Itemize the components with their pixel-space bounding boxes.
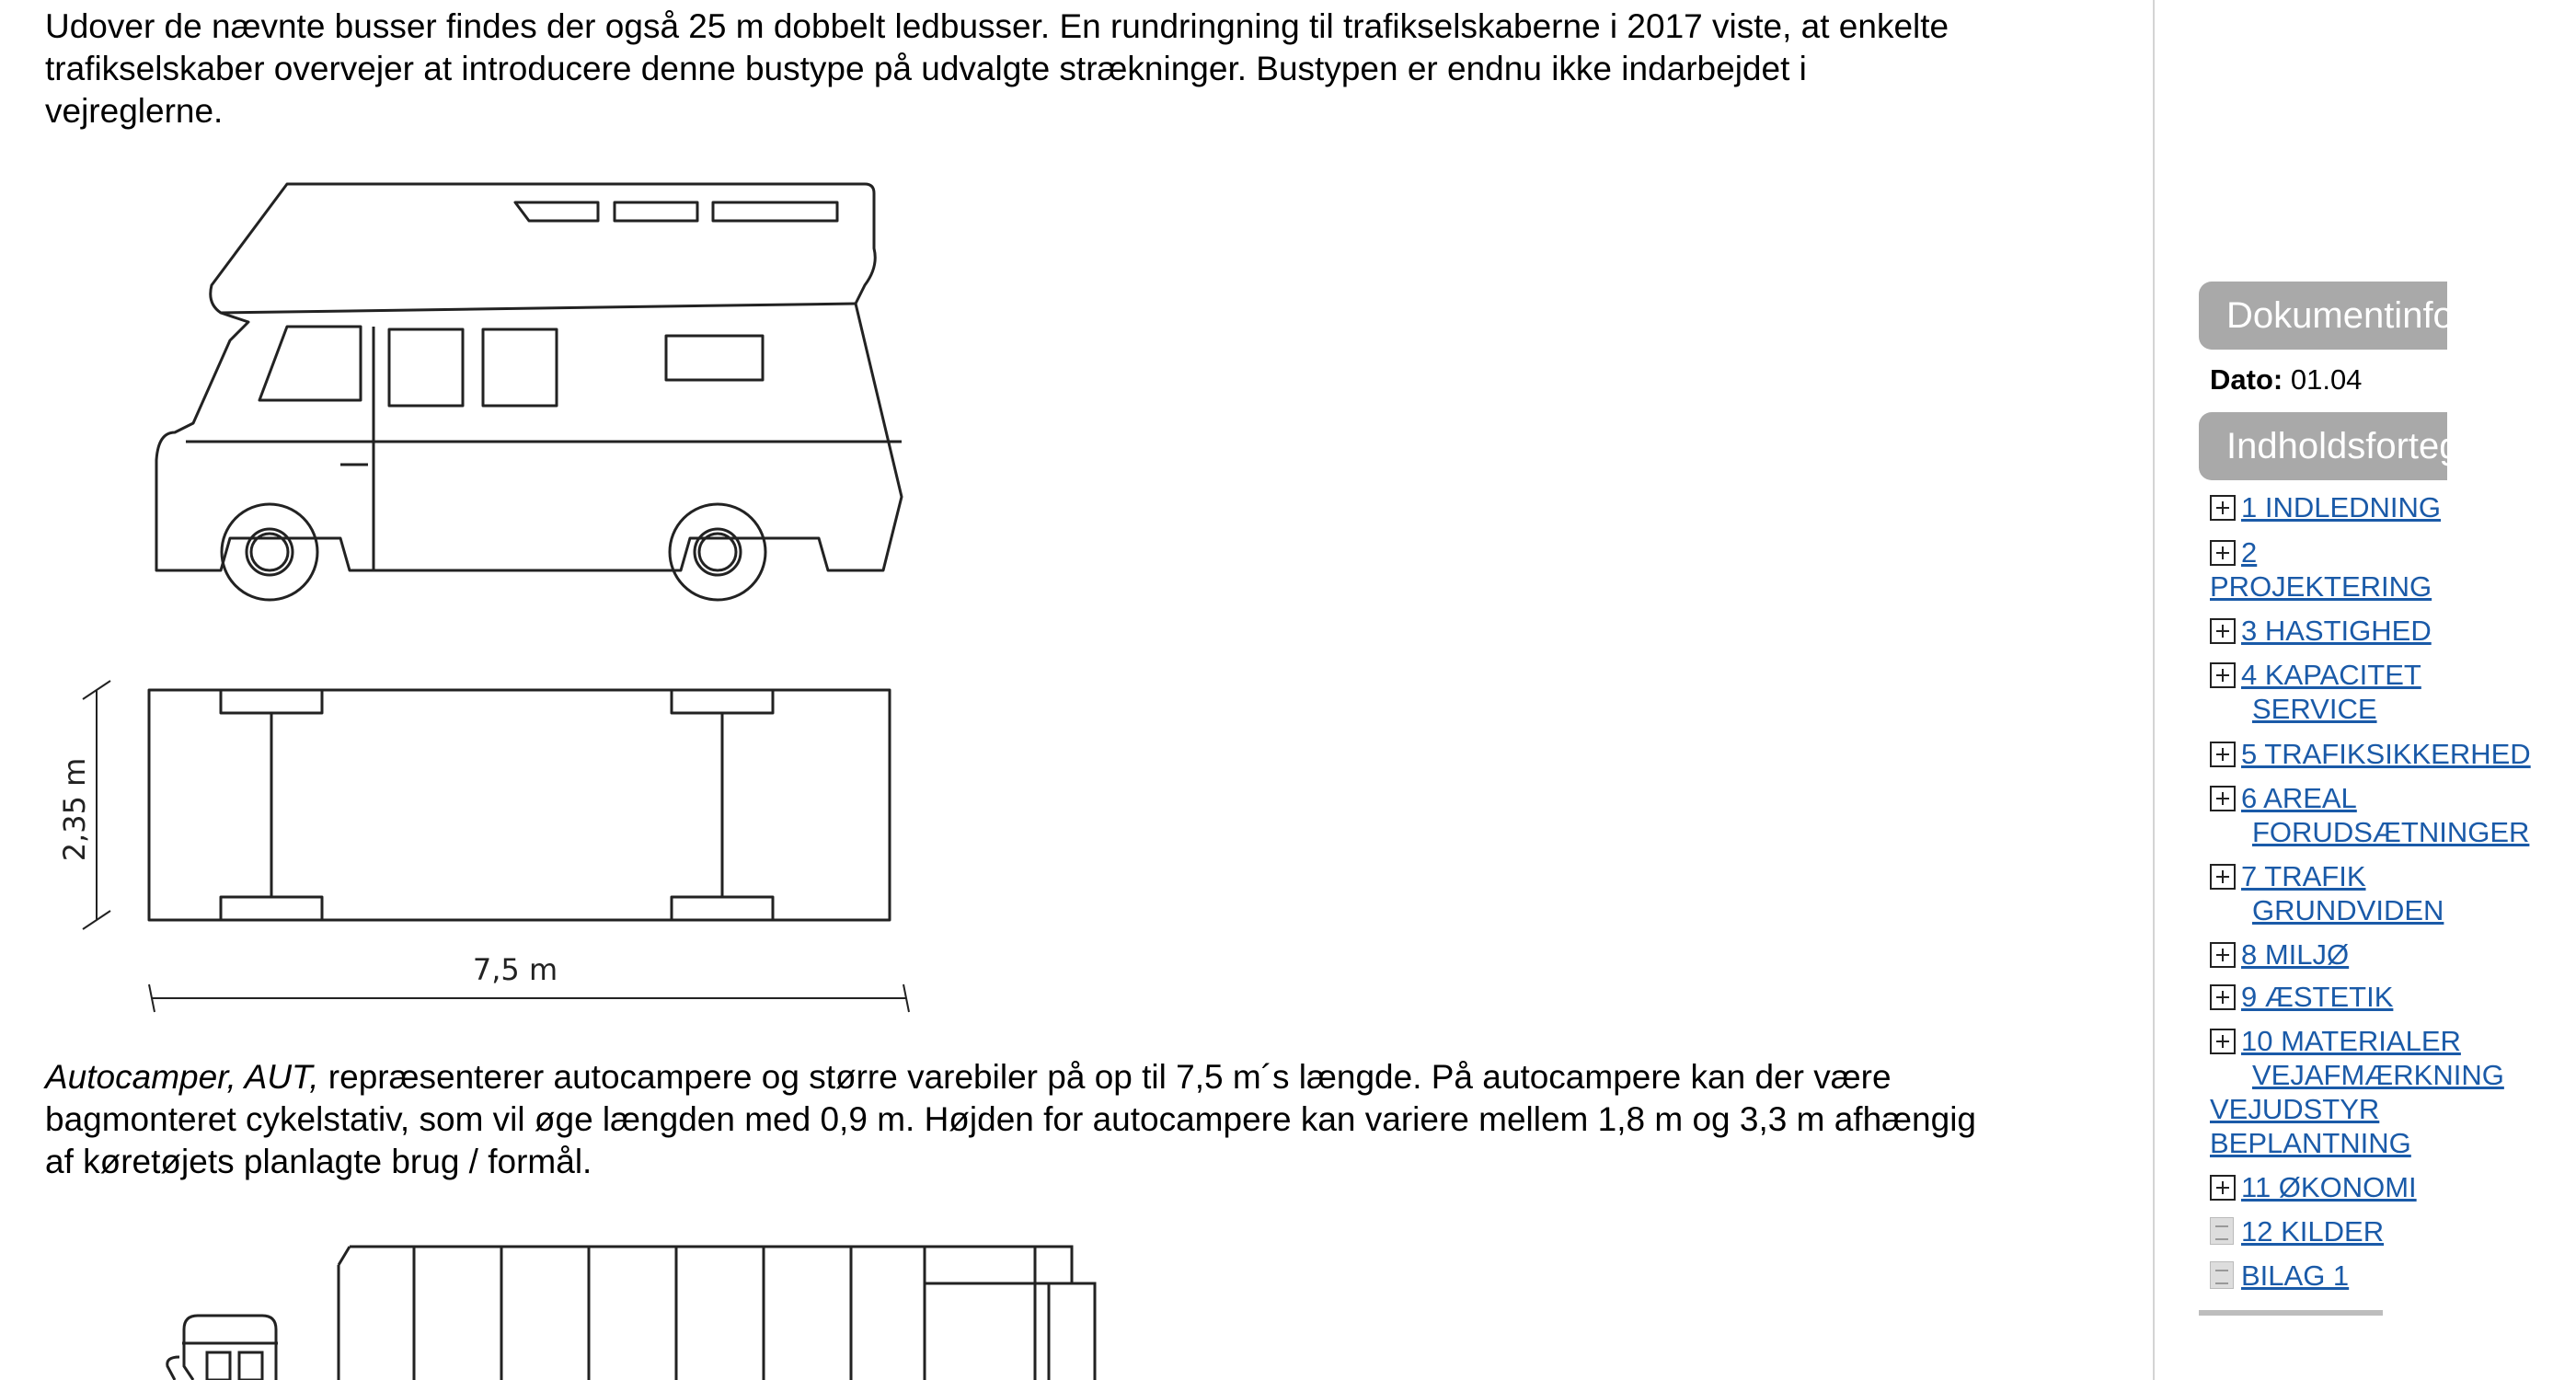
expand-plus-icon[interactable] <box>2210 495 2236 521</box>
paragraph-line: bagmonteret cykelstativ, som vil øge længden med 0,9 m. Højden for autocampere kan variere mellem 1,8 m og 3,3 m afhængig <box>45 1100 1977 1138</box>
toc-link-text: FORUDSÆTNINGER <box>2252 816 2530 848</box>
paragraph-autocamper <box>45 1056 2152 1183</box>
date-label: Dato: <box>2210 363 2283 396</box>
toc-link-text: BEPLANTNING <box>2210 1127 2411 1159</box>
toc-link-text: 3 HASTIGHED <box>2241 615 2432 647</box>
toc-link-text: 11 ØKONOMI <box>2241 1171 2417 1203</box>
toc-link[interactable] <box>2210 860 2486 927</box>
expand-plus-icon[interactable] <box>2210 662 2236 688</box>
table-of-contents <box>2210 481 2531 1293</box>
autocamper-figure <box>46 166 929 1030</box>
toc-item[interactable] <box>2210 490 2486 524</box>
truck-figure <box>138 1228 1132 1380</box>
toc-link-text: SERVICE <box>2252 693 2377 725</box>
toc-link-text: 4 KAPACITET <box>2241 659 2421 691</box>
toc-item[interactable] <box>2210 781 2530 849</box>
toc-item[interactable] <box>2210 1259 2486 1293</box>
expand-plus-icon[interactable] <box>2210 864 2236 890</box>
paragraph-line: trafikselskaber overvejer at introducere denne bustype på udvalgte strækninger. Bustypen er endnu ikke indarbejdet i <box>45 50 1807 87</box>
toc-link-text: 7 TRAFIK <box>2241 860 2366 892</box>
toc-item[interactable] <box>2210 535 2486 604</box>
expand-plus-icon[interactable] <box>2210 618 2236 644</box>
toc-link[interactable] <box>2241 1215 2384 1248</box>
toc-item[interactable] <box>2210 614 2486 648</box>
document-date <box>2210 363 2362 397</box>
toc-link[interactable] <box>2241 981 2393 1013</box>
toc-link-text: 2 <box>2241 536 2258 569</box>
paragraph-ledbusser <box>45 6 2152 132</box>
expand-plus-icon[interactable] <box>2210 1175 2236 1201</box>
toc-link-text: 8 MILJØ <box>2241 938 2350 971</box>
toc-link-text: VEJAFMÆRKNING <box>2252 1059 2504 1091</box>
toc-link[interactable] <box>2210 536 2486 604</box>
toc-link-text: GRUNDVIDEN <box>2252 894 2444 926</box>
toc-item[interactable] <box>2210 737 2531 771</box>
paragraph-line <box>45 1056 2152 1098</box>
toc-link[interactable] <box>2241 938 2349 971</box>
date-value: 01.04 <box>2290 363 2363 396</box>
toc-link[interactable] <box>2210 782 2530 849</box>
toc-item[interactable] <box>2210 980 2486 1014</box>
paragraph-line: Udover de nævnte busser findes der også 25 m dobbelt ledbusser. En rundringning til trafikselskaberne i 2017 viste, at enkelte <box>45 7 1949 45</box>
toc-header[interactable]: Indholdsfortegnelse <box>2199 412 2447 480</box>
length-dimension-label: 7,5 m <box>472 952 558 987</box>
toc-item[interactable] <box>2210 658 2486 726</box>
toc-link[interactable] <box>2241 491 2441 523</box>
paragraph-line: af køretøjets planlagte brug / formål. <box>45 1143 592 1180</box>
toc-link-text: 6 AREAL <box>2241 782 2357 814</box>
sidebar <box>2153 0 2576 1380</box>
expand-plus-icon[interactable] <box>2210 742 2236 767</box>
expand-plus-icon[interactable] <box>2210 1029 2236 1054</box>
toc-link-text: VEJUDSTYR <box>2210 1093 2380 1125</box>
expand-plus-icon[interactable] <box>2210 942 2236 968</box>
toc-link-text: PROJEKTERING <box>2210 570 2432 603</box>
toc-item[interactable] <box>2210 937 2486 972</box>
toc-item[interactable] <box>2210 1214 2486 1248</box>
toc-link[interactable] <box>2241 615 2432 647</box>
document-page-icon <box>2210 1217 2234 1245</box>
toc-item[interactable] <box>2210 1024 2504 1160</box>
width-dimension-label: 2,35 m <box>57 757 92 862</box>
toc-link-text: 10 MATERIALER <box>2241 1025 2461 1057</box>
vehicle-type-term: Autocamper, AUT, <box>45 1058 319 1096</box>
toc-link[interactable] <box>2241 1259 2349 1292</box>
paragraph-text: repræsenterer autocampere og større varebiler på op til 7,5 m´s længde. På autocampere kan der være <box>318 1058 1892 1096</box>
sidebar-divider <box>2199 1310 2383 1316</box>
toc-link-text: 9 ÆSTETIK <box>2241 981 2394 1013</box>
toc-link[interactable] <box>2210 659 2486 726</box>
toc-item[interactable] <box>2210 1170 2486 1204</box>
document-page-icon <box>2210 1261 2234 1289</box>
toc-link[interactable] <box>2241 1171 2417 1203</box>
expand-plus-icon[interactable] <box>2210 540 2236 566</box>
expand-plus-icon[interactable] <box>2210 984 2236 1010</box>
document-info-header[interactable]: Dokumentinformation <box>2199 282 2447 350</box>
toc-link-text: 5 TRAFIKSIKKERHED <box>2241 738 2531 770</box>
toc-link-text: 12 KILDER <box>2241 1215 2385 1248</box>
toc-link[interactable] <box>2241 738 2531 770</box>
toc-link-text: 1 INDLEDNING <box>2241 491 2442 523</box>
toc-link-text: BILAG 1 <box>2241 1259 2350 1292</box>
expand-plus-icon[interactable] <box>2210 786 2236 811</box>
paragraph-line: vejreglerne. <box>45 92 224 130</box>
toc-link[interactable] <box>2210 1025 2504 1160</box>
toc-item[interactable] <box>2210 859 2486 927</box>
